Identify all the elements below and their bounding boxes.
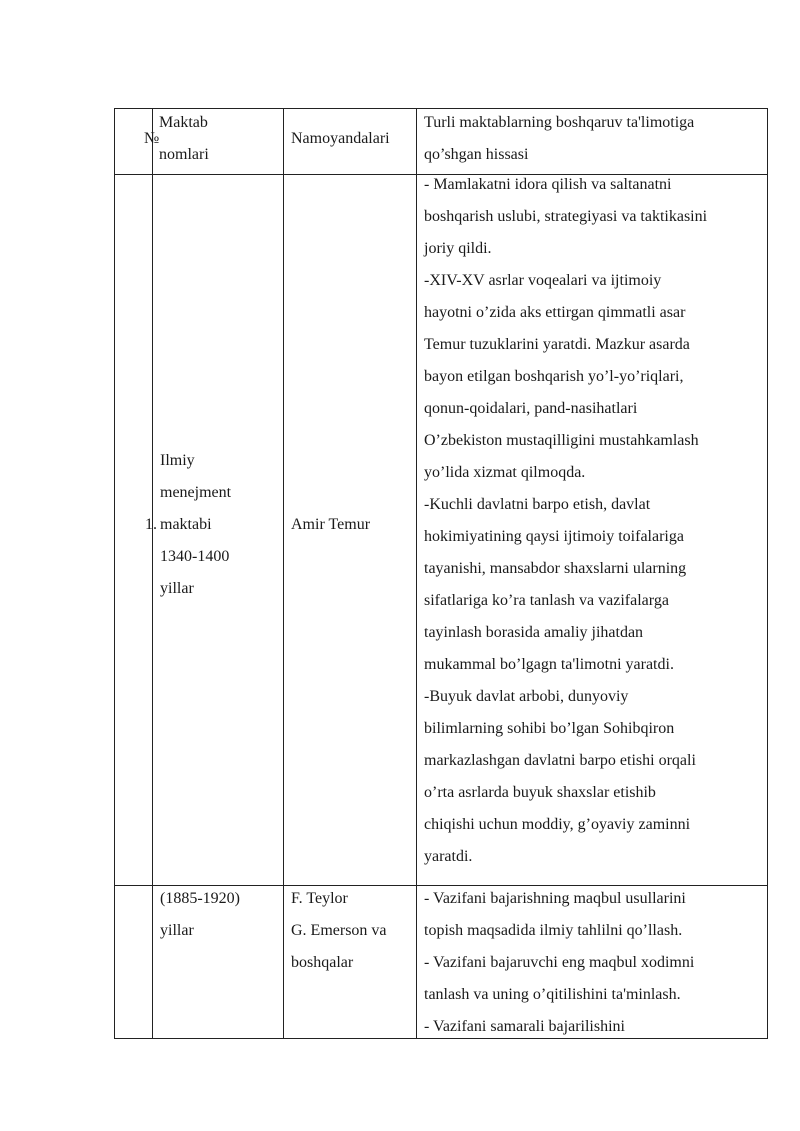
row-1-number: 1. bbox=[145, 516, 157, 533]
row-2-representatives: F. Teylor G. Emerson va boshqalar bbox=[291, 890, 387, 971]
row-2-contribution: - Vazifani bajarishning maqbul usullarini topish maqsadida ilmiy tahlilni qo’llash. - Vazifani bajaruvchi eng maqbul xodimni tanlash va uning o’qitilishini ta'minlash. - Vazifani samarali bajarilishini bbox=[424, 890, 695, 1035]
table-col-divider-1 bbox=[152, 108, 153, 1039]
row-1-school: Ilmiy menejment maktabi 1340-1400 yillar bbox=[160, 452, 232, 597]
table-border-bottom bbox=[114, 1038, 768, 1039]
table-border-left bbox=[114, 108, 115, 1039]
table-col-divider-3 bbox=[416, 108, 417, 1039]
row-1-contribution: - Mamlakatni idora qilish va saltanatni boshqarish uslubi, strategiyasi va taktikasini joriy qildi. -XIV-XV asrlar voqealari va ijtimoiy hayotni o’zida aks ettirgan qimmatli asar Temur tuzuklarini yaratdi. Mazkur asarda bayon etilgan boshqarish yo’l-yo’riqlari, qonun-qoidalari, pand-nasihatlari O’zbekiston mustaqilligini mustahkamlash yo’lida xizmat qilmoqda. -Kuchli davlatni barpo etish, davlat hokimiyatining qaysi ijtimoiy toifalariga tayanishi, mansabdor shaxslarni ularning sifatlariga ko’ra tanlash va vazifalarga tayinlash borasida amaliy jihatdan mukammal bo’lgagn ta'limotni yaratdi. -Buyuk davlat arbobi, dunyoviy bilimlarning sohibi bo’lgan Sohibqiron markazlashgan davlatni barpo etishi orqali o’rta asrlarda buyuk shaxslar etishib chiqishi uchun moddiy, g’oyaviy zaminni yaratdi. bbox=[424, 176, 708, 865]
table-col-divider-2 bbox=[283, 108, 284, 1039]
header-number: № bbox=[144, 130, 160, 147]
row-1-representatives: Amir Temur bbox=[291, 516, 371, 533]
row-2-school: (1885-1920) yillar bbox=[160, 890, 240, 939]
header-school-name: Maktab nomlari bbox=[159, 114, 209, 163]
header-representatives: Namoyandalari bbox=[291, 130, 390, 147]
table-border-right bbox=[767, 108, 768, 1039]
header-contribution: Turli maktablarning boshqaruv ta'limotiga qo’shgan hissasi bbox=[424, 114, 695, 163]
